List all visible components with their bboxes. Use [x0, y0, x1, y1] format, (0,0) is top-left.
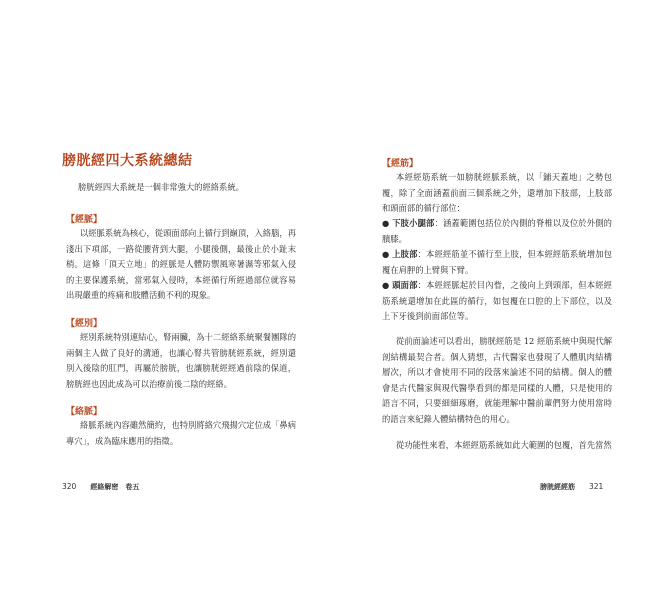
- right-footer: [540, 482, 603, 492]
- section-heading-collateral: 【絡脈】: [66, 407, 103, 417]
- section-body-sinew: 本經經筋系統一如膀胱經脈系統，以「鋪天蓋地」之勢包覆，除了全面涵蓋前面三個系統之外，還增加下肢部，上肢部和頭面部的循行部位：: [382, 172, 612, 213]
- left-footer: [62, 482, 139, 492]
- body-paragraph: 從前面論述可以看出，膀胱經筋是 12 經筋系統中與現代解剖結構最契合者。個人猜想，古代醫家也發現了人體肌肉結構層次，所以才會使用不同的段落來論述不同的結構。個人的體會是古代醫家與現代醫學看到的都是同樣的人體，只是使用的語言不同，只要細細琢磨，就能理解中醫前輩們努力使用當時的語言來紀錄人體結構特色的用心。: [382, 336, 612, 424]
- running-title: 經絡解密 卷五: [90, 482, 140, 491]
- section-heading-meridian: 【經脈】: [66, 215, 103, 225]
- intro-paragraph: 膀胱經四大系統是一個非常強大的經絡系統。: [78, 182, 244, 192]
- section-body-meridian: 以經脈系統為核心，從頭面部向上循行到巔頂，入絡腦，再淺出下項部，一路從腰背到大腿，小腿後側，最後止於小趾末梢。這條「頂天立地」的經脈是人體防禦風寒暑濕等邪氣入侵的主要保護系統，當邪氣入侵時，本經循行所經過部位就容易出現嚴重的疼痛和肢體活動不利的現象。: [66, 228, 296, 300]
- bullet-icon: ●: [382, 218, 393, 228]
- section-heading-sinew: 【經筋】: [382, 159, 419, 169]
- list-item: ● 上肢部：本經經筋並不循行至上肢，但本經經筋系統增加包覆在肩胛的上臂與下臂。: [382, 249, 612, 275]
- page-title: 膀胱經四大系統總結: [62, 153, 193, 169]
- page-number: 321: [589, 482, 604, 491]
- bullet-icon: ●: [382, 280, 393, 290]
- left-page: [0, 0, 327, 609]
- running-title: 膀胱經經筋: [540, 482, 575, 491]
- section-body-collateral: 絡脈系統內容雖然簡約，也特別將絡穴飛揚穴定位成「鼻病專穴」，成為臨床應用的指徵。: [66, 420, 296, 446]
- section-body-divergent: 經別系統特別連結心，腎兩臟，為十二經絡系統聚餐團隊的兩個主人做了良好的溝通，也讓心腎共管膀胱經系統，經別還別入後陰的肛門，再屬於膀胱，也讓膀胱經經過前陰的保道，膀胱經也因此成為可以治療前後二陰的經絡。: [66, 332, 296, 389]
- list-item: ● 頭面部：本經經脈起於目內眥，之後向上到頭部，但本經經筋系統還增加在此區的循行，如包覆在口腔的上下部位，以及上下牙後到前面部位等。: [382, 280, 612, 321]
- list-item: ● 下肢小腿部：涵蓋範圍包括位於內側的脊椎以及位於外側的臏膝。: [382, 218, 612, 244]
- body-paragraph-continued: 從功能性來看，本經經筋系統如此大範圍的包覆，首先當然: [396, 440, 612, 450]
- page-number: 320: [62, 482, 77, 491]
- section-heading-divergent: 【經別】: [66, 319, 103, 329]
- bullet-icon: ●: [382, 249, 393, 259]
- right-page: [328, 0, 655, 609]
